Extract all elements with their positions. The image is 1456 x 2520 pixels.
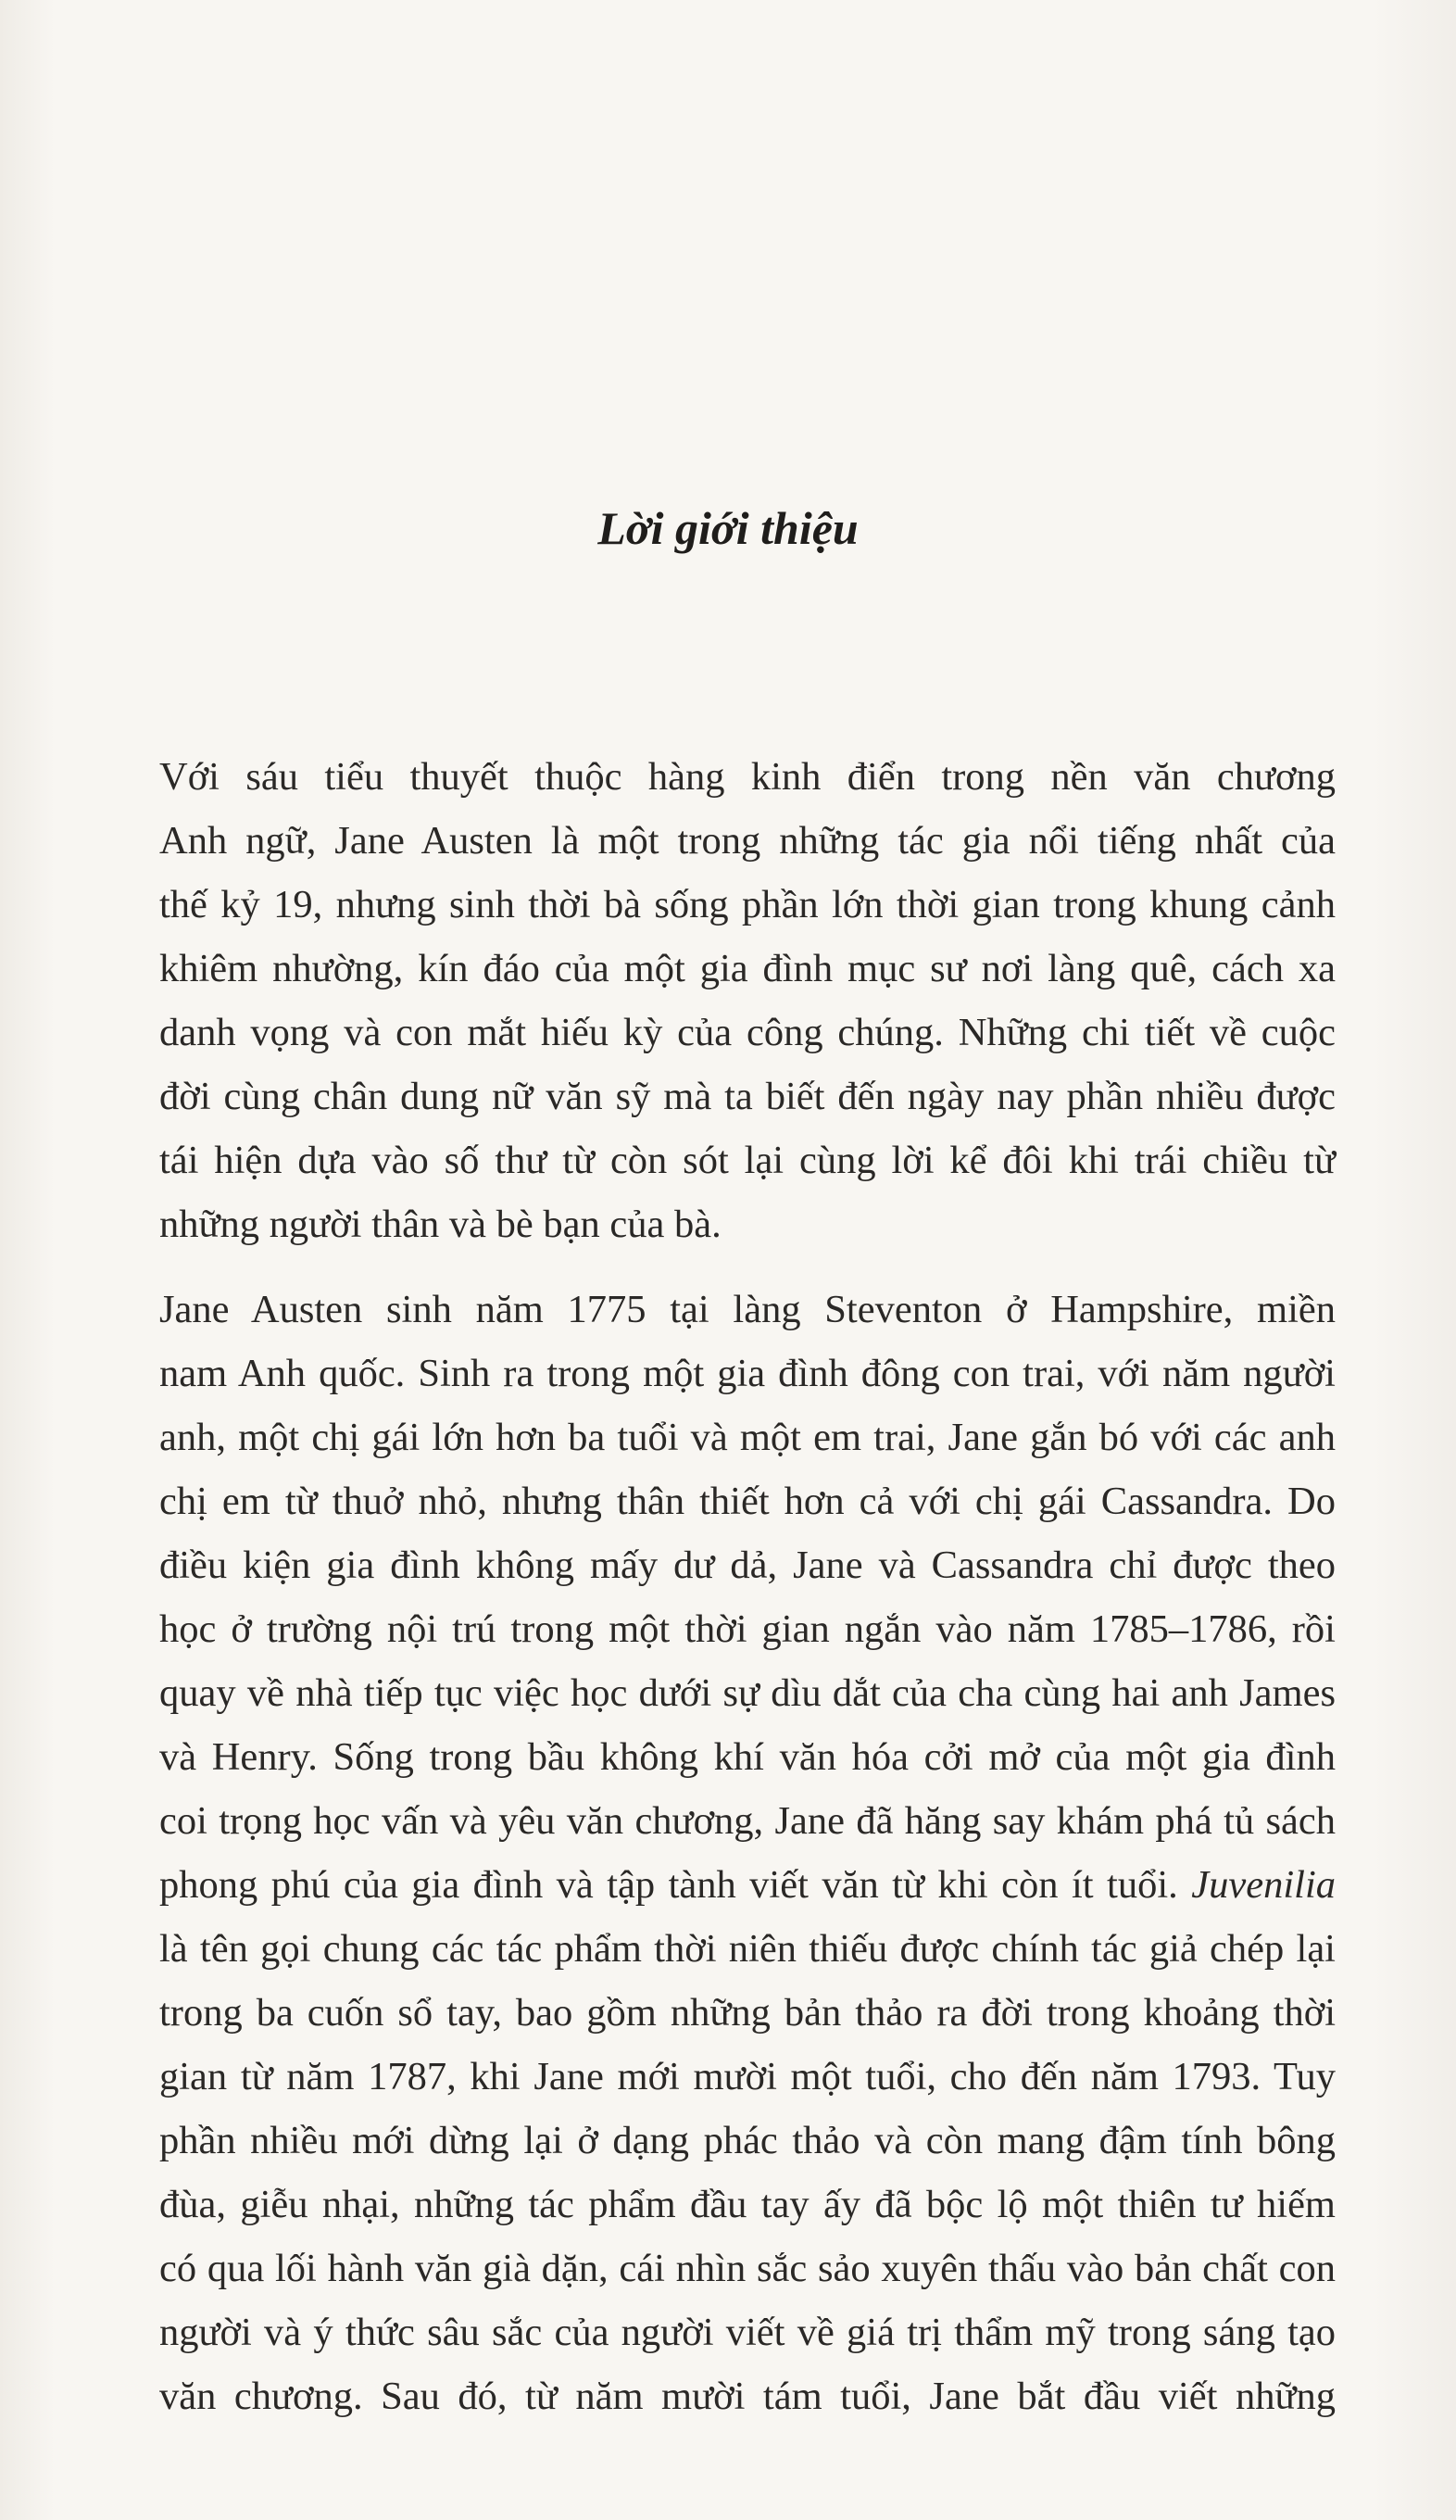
text-line: coi trọng học vấn và yêu văn chương, Jane đã hăng say khám phá tủ sách	[159, 1799, 1336, 1843]
text-fragment: phong phú của gia đình và tập tành viết văn từ khi còn ít tuổi.	[159, 1863, 1178, 1907]
text-line: thế kỷ 19, nhưng sinh thời bà sống phần lớn thời gian trong khung cảnh	[159, 883, 1336, 926]
text-line: đời cùng chân dung nữ văn sỹ mà ta biết đến ngày nay phần nhiều được	[159, 1075, 1336, 1118]
text-line: khiêm nhường, kín đáo của một gia đình mục sư nơi làng quê, cách xa	[159, 947, 1336, 990]
text-line-with-italic	[159, 1853, 1336, 1917]
paragraph-1	[159, 745, 1336, 1256]
text-line: là tên gọi chung các tác phẩm thời niên thiếu được chính tác giả chép lại	[159, 1927, 1336, 1971]
text-line: học ở trường nội trú trong một thời gian ngắn vào năm 1785–1786, rồi	[159, 1607, 1336, 1651]
text-line: trong ba cuốn sổ tay, bao gồm những bản thảo ra đời trong khoảng thời	[159, 1991, 1336, 2035]
text-line: điều kiện gia đình không mấy dư dả, Jane và Cassandra chỉ được theo	[159, 1544, 1336, 1587]
text-line: Jane Austen sinh năm 1775 tại làng Steventon ở Hampshire, miền	[159, 1288, 1336, 1331]
text-line: và Henry. Sống trong bầu không khí văn hóa cởi mở của một gia đình	[159, 1735, 1336, 1779]
paragraph-2	[159, 1278, 1336, 2428]
text-line: gian từ năm 1787, khi Jane mới mười một tuổi, cho đến năm 1793. Tuy	[159, 2055, 1336, 2098]
text-line: quay về nhà tiếp tục việc học dưới sự dìu dắt của cha cùng hai anh James	[159, 1671, 1336, 1715]
text-line: chị em từ thuở nhỏ, nhưng thân thiết hơn cả với chị gái Cassandra. Do	[159, 1480, 1336, 1523]
italic-title: Juvenilia	[1191, 1863, 1336, 1907]
text-line: anh, một chị gái lớn hơn ba tuổi và một em trai, Jane gắn bó với các anh	[159, 1416, 1336, 1459]
text-line: đùa, giễu nhại, những tác phẩm đầu tay ấy đã bộc lộ một thiên tư hiếm	[159, 2183, 1336, 2226]
text-line: tái hiện dựa vào số thư từ còn sót lại cùng lời kể đôi khi trái chiều từ	[159, 1139, 1336, 1182]
text-line: Anh ngữ, Jane Austen là một trong những tác gia nổi tiếng nhất của	[159, 819, 1336, 863]
body-text	[159, 745, 1336, 2450]
text-line: phần nhiều mới dừng lại ở dạng phác thảo và còn mang đậm tính bông	[159, 2119, 1336, 2162]
text-line: văn chương. Sau đó, từ năm mười tám tuổi, Jane bắt đầu viết những	[159, 2375, 1336, 2418]
text-line: nam Anh quốc. Sinh ra trong một gia đình đông con trai, với năm người	[159, 1352, 1336, 1395]
text-line: Với sáu tiểu thuyết thuộc hàng kinh điển trong nền văn chương	[159, 755, 1336, 799]
text-line: người và ý thức sâu sắc của người viết về giá trị thẩm mỹ trong sáng tạo	[159, 2311, 1336, 2354]
text-line: có qua lối hành văn già dặn, cái nhìn sắc sảo xuyên thấu vào bản chất con	[159, 2247, 1336, 2290]
chapter-title: Lời giới thiệu	[597, 502, 859, 554]
text-line: những người thân và bè bạn của bà.	[159, 1203, 722, 1246]
text-line: danh vọng và con mắt hiếu kỳ của công chúng. Những chi tiết về cuộc	[159, 1011, 1336, 1054]
